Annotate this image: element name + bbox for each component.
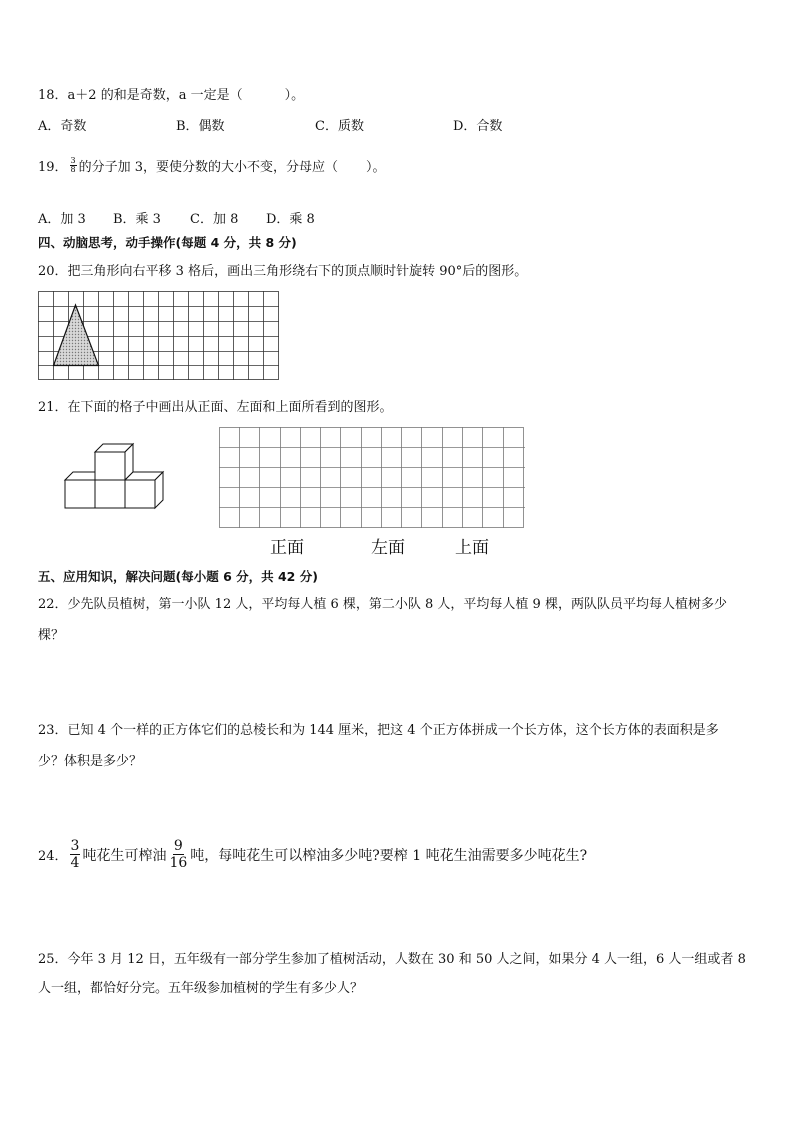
section-5-heading: 五、应用知识，解决问题(每小题 6 分，共 42 分) [38, 569, 318, 584]
option-a: A．奇数 [38, 119, 87, 134]
question-18-text: 18．a＋2 的和是奇数，a 一定是（ [38, 88, 243, 103]
fraction-numerator: 3 [70, 156, 76, 165]
fraction-numerator: 3 [70, 838, 80, 854]
option-c: C．质数 [315, 119, 364, 134]
view-drawing-grid[interactable] [219, 427, 525, 529]
question-23-line-2: 少？体积是多少？ [38, 754, 143, 769]
question-24-number: 24． [38, 849, 68, 864]
fraction-3-8 [70, 157, 77, 174]
question-25-line-2: 人一组，都恰好分完。五年级参加植树的学生有多少人？ [38, 981, 364, 996]
fraction-denominator: 16 [169, 855, 188, 871]
question-19 [38, 156, 386, 175]
view-label-left: 左面 [371, 538, 405, 558]
question-25-line-1: 25．今年 3 月 12 日，五年级有一部分学生参加了植树活动，人数在 30 和 50 人之间，如果分 4 人一组，6 人一组或者 8 [38, 952, 746, 967]
question-22-line-2: 棵？ [38, 628, 65, 643]
cube-stack-figure [62, 442, 166, 510]
option-d: D．乘 8 [266, 212, 315, 227]
question-18 [38, 84, 304, 103]
question-24-text-rest: 吨，每吨花生可以榨油多少吨?要榨 1 吨花生油需要多少吨花生? [190, 847, 588, 864]
option-b: B．乘 3 [113, 212, 161, 227]
question-19-text-end: ）。 [366, 160, 386, 175]
section-4-heading: 四、动脑思考，动手操作(每题 4 分，共 8 分) [38, 235, 297, 250]
triangle-shape [54, 305, 99, 366]
option-b: B．偶数 [176, 119, 225, 134]
fraction-numerator: 9 [173, 838, 183, 854]
fraction-denominator: 4 [70, 855, 80, 871]
question-23-line-1: 23．已知 4 个一样的正方体它们的总棱长和为 144 厘米，把这 4 个正方体拼成一个长方体，这个长方体的表面积是多 [38, 723, 719, 738]
triangle-grid[interactable] [38, 291, 279, 381]
question-21: 21．在下面的格子中画出从正面、左面和上面所看到的图形。 [38, 400, 393, 415]
question-22-line-1: 22．少先队员植树，第一小队 12 人，平均每人植 6 棵，第二小队 8 人，平均每人植 9 棵，两队队员平均每人植树多少 [38, 597, 727, 612]
question-24 [38, 838, 587, 871]
question-20: 20．把三角形向右平移 3 格后，画出三角形绕右下的顶点顺时针旋转 90°后的图形。 [38, 264, 528, 279]
question-19-number: 19． [38, 160, 68, 175]
question-19-text: 的分子加 3，要使分数的大小不变，分母应（ [78, 160, 339, 175]
fraction-3-4 [70, 838, 81, 871]
option-c: C．加 8 [190, 212, 239, 227]
option-a: A．加 3 [38, 212, 86, 227]
option-d: D．合数 [453, 119, 503, 134]
question-18-text-end: ）。 [284, 88, 305, 103]
fraction-denominator: 8 [70, 165, 76, 174]
question-24-text-mid: 吨花生可榨油 [82, 847, 167, 864]
view-label-front: 正面 [270, 538, 304, 558]
fraction-9-16 [168, 838, 188, 871]
view-label-top: 上面 [455, 538, 489, 558]
